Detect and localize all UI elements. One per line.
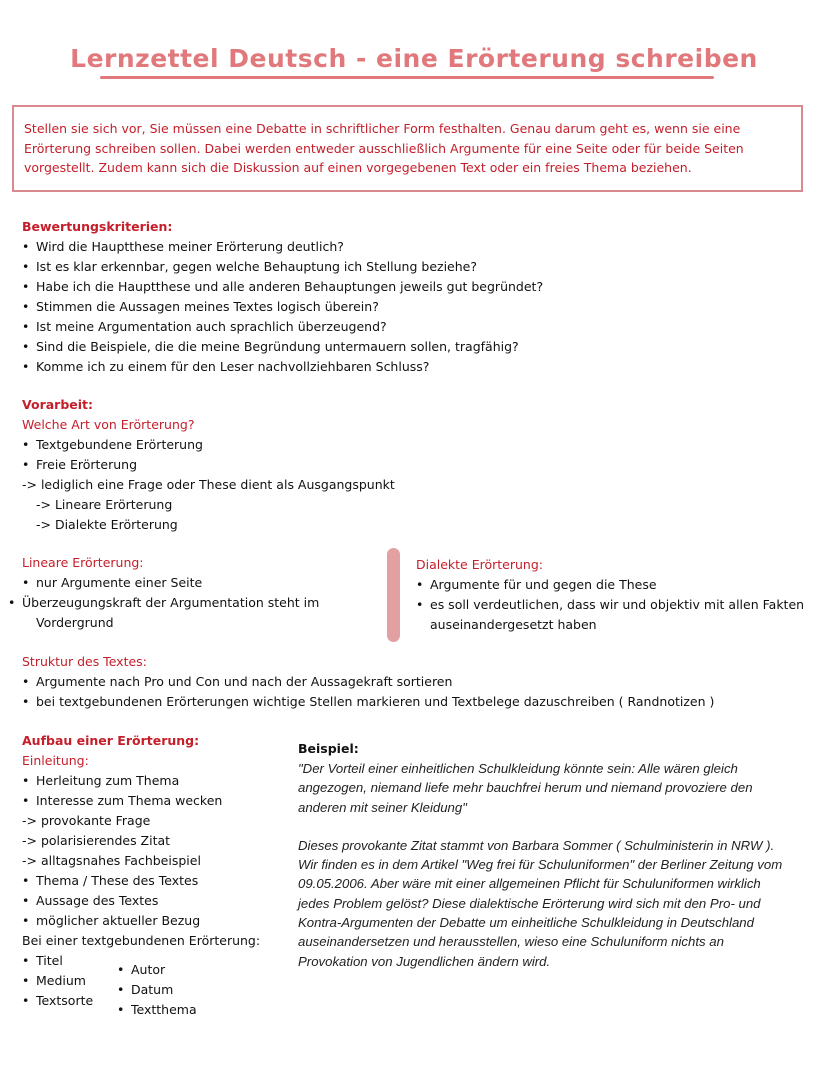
aufbau-arrow-1: -> provokante Frage [22, 813, 151, 828]
vorarbeit-section [22, 395, 812, 535]
linear-section [22, 553, 367, 633]
list-item: • Habe ich die Hauptthese und alle anderen Behauptungen jeweils gut begründet? [22, 277, 812, 297]
einleitung-heading: Einleitung: [22, 753, 89, 768]
list-item: • Autor [117, 960, 197, 980]
vorarbeit-arrow-3: -> Dialekte Erörterung [36, 517, 178, 532]
struktur-heading: Struktur des Textes: [22, 654, 147, 669]
list-item: • Datum [117, 980, 197, 1000]
bewertung-heading: Bewertungskriterien: [22, 219, 173, 234]
beispiel-label: Beispiel: [298, 741, 359, 756]
aufbau-list-2 [22, 871, 292, 931]
list-item: • Überzeugungskraft der Argumentation steht im Vordergrund [22, 593, 367, 633]
list-item: • Aussage des Textes [22, 891, 292, 911]
list-item: • Medium [22, 971, 117, 991]
intro-text: Stellen sie sich vor, Sie müssen eine Debatte in schriftlicher Form festhalten. Genau darum geht es, wenn sie eine Erörterung schreiben sollen. Dabei werden entweder ausschließlich Argumente für eine Seite oder für beide Seiten vorgestellt. Zudem kann sich die Diskussion auf einen vorgegebenen Text oder ein freies Thema beziehen. [24, 121, 744, 175]
bewertung-section [22, 217, 812, 377]
list-item: • Ist es klar erkennbar, gegen welche Behauptung ich Stellung beziehe? [22, 257, 812, 277]
list-item: • Textthema [117, 1000, 197, 1020]
vorarbeit-heading: Vorarbeit: [22, 397, 94, 412]
textgebunden-col-2 [117, 960, 197, 1020]
vorarbeit-arrow-2: -> Lineare Erörterung [36, 497, 173, 512]
page-title: Lernzettel Deutsch - eine Erörterung schreiben [70, 44, 758, 73]
textgebunden-label: Bei einer textgebundenen Erörterung: [22, 933, 261, 948]
aufbau-section [22, 731, 292, 1020]
dialekt-list [416, 575, 821, 635]
list-item: • Interesse zum Thema wecken [22, 791, 292, 811]
bewertung-list [22, 237, 812, 377]
intro-box [12, 105, 803, 192]
dialekt-section [416, 555, 821, 635]
struktur-section [22, 652, 817, 712]
vorarbeit-list [22, 435, 812, 475]
list-item: • Freie Erörterung [22, 455, 812, 475]
aufbau-list-1 [22, 771, 292, 811]
beispiel-text: Dieses provokante Zitat stammt von Barbara Sommer ( Schulministerin in NRW ). Wir finden es in dem Artikel "Weg frei für Schuluniformen" der Berliner Zeitung vom 09.05.2006. Aber wäre mit einer allgemeinen Pflicht für Schuluniformen wirklich jedes Problem gelöst? Diese dialektische Erörterung wird sich mit den Pro- und Kontra-Argumenten der Debatte um einheitliche Schulkleidung in Deutschland auseinandersetzen und herausstellen, wieso eine Schuluniform nichts an Provokation von Jugendlichen ändern wird. [298, 837, 783, 969]
list-item: • Thema / These des Textes [22, 871, 292, 891]
list-item: • Herleitung zum Thema [22, 771, 292, 791]
list-item: • Argumente für und gegen die These [416, 575, 821, 595]
list-item: • Ist meine Argumentation auch sprachlich überzeugend? [22, 317, 812, 337]
list-item: • Wird die Hauptthese meiner Erörterung deutlich? [22, 237, 812, 257]
list-item: • nur Argumente einer Seite [22, 573, 367, 593]
dialekt-heading: Dialekte Erörterung: [416, 557, 543, 572]
list-item: • Titel [22, 951, 117, 971]
linear-heading: Lineare Erörterung: [22, 555, 144, 570]
aufbau-arrow-3: -> alltagsnahes Fachbeispiel [22, 853, 201, 868]
list-item: • bei textgebundenen Erörterungen wichtige Stellen markieren und Textbelege dazuschreiben ( Randnotizen ) [22, 692, 817, 712]
vorarbeit-subheading: Welche Art von Erörterung? [22, 417, 195, 432]
list-item: • Textsorte [22, 991, 117, 1011]
vorarbeit-arrow-1: -> lediglich eine Frage oder These dient als Ausgangspunkt [22, 477, 395, 492]
linear-list [22, 573, 367, 633]
list-item: • Textgebundene Erörterung [22, 435, 812, 455]
struktur-list [22, 672, 817, 712]
list-item: • möglicher aktueller Bezug [22, 911, 292, 931]
column-divider [387, 548, 400, 642]
beispiel-quote: "Der Vorteil einer einheitlichen Schulkleidung könnte sein: Alle wären gleich angezogen, niemand liefe mehr bauchfrei herum und niemand provoziere den anderen mit seiner Kleidung" [298, 761, 753, 815]
textgebunden-lists [22, 951, 292, 1020]
list-item: • es soll verdeutlichen, dass wir und objektiv mit allen Fakten auseinandergesetzt haben [416, 595, 821, 635]
aufbau-heading: Aufbau einer Erörterung: [22, 733, 200, 748]
beispiel-section [298, 739, 788, 971]
aufbau-arrow-2: -> polarisierendes Zitat [22, 833, 171, 848]
title-underline [100, 76, 714, 79]
textgebunden-col-1 [22, 951, 117, 1020]
list-item: • Stimmen die Aussagen meines Textes logisch überein? [22, 297, 812, 317]
list-item: • Sind die Beispiele, die die meine Begründung untermauern sollen, tragfähig? [22, 337, 812, 357]
list-item: • Komme ich zu einem für den Leser nachvollziehbaren Schluss? [22, 357, 812, 377]
list-item: • Argumente nach Pro und Con und nach der Aussagekraft sortieren [22, 672, 817, 692]
